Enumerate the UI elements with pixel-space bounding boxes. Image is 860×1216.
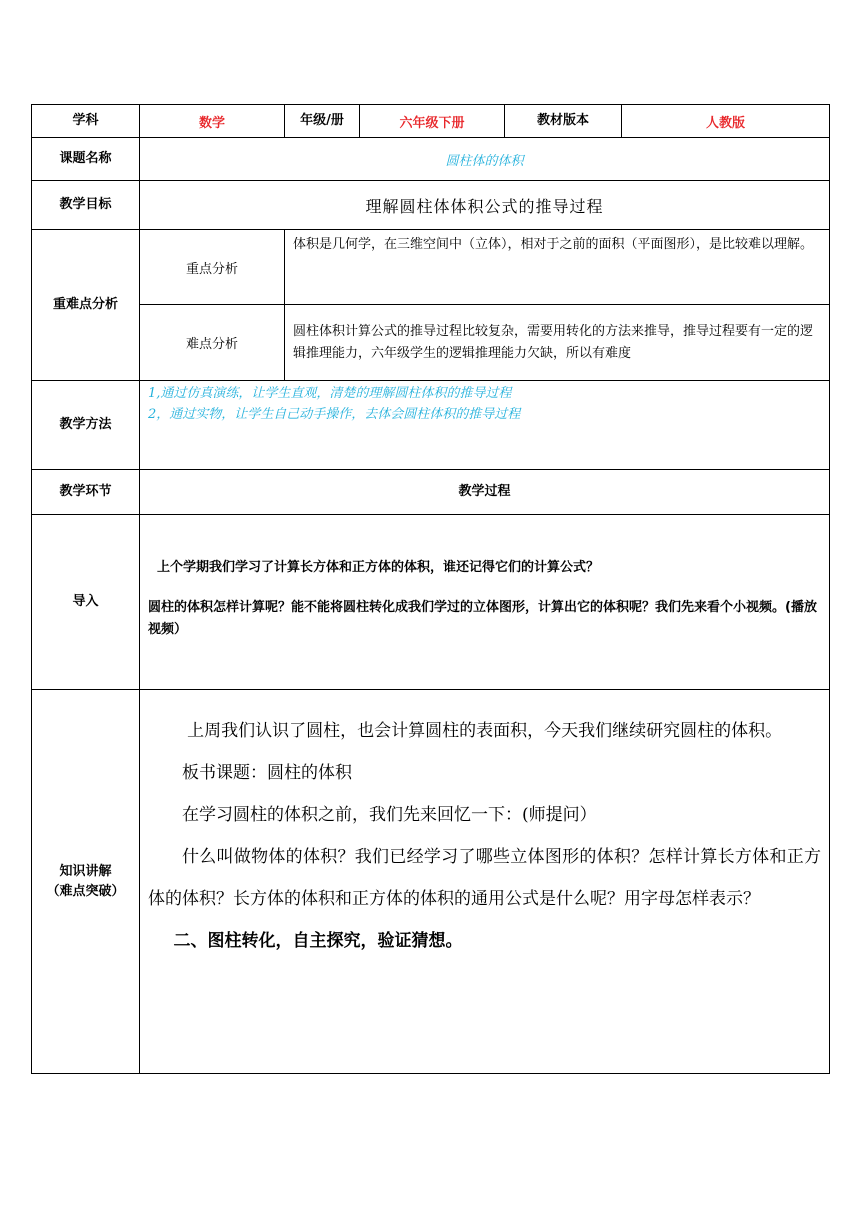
grade-label: 年级/册 xyxy=(285,105,360,138)
subject-value: 数学 xyxy=(140,105,285,138)
process-header-row xyxy=(32,470,830,515)
methods-item: 2，通过实物，让学生自己动手操作，去体会圆柱体积的推导过程 xyxy=(148,407,521,422)
lesson-plan-table xyxy=(31,104,830,1074)
key-point-label: 重点分析 xyxy=(140,230,285,305)
difficult-point-label: 难点分析 xyxy=(140,305,285,381)
intro-label: 导入 xyxy=(32,515,140,690)
knowledge-paragraph-4: 什么叫做物体的体积？我们已经学习了哪些立体图形的体积？怎样计算长方体和正方体的体积？长方体的体积和正方体的体积的通用公式是什么呢？用字母怎样表示？ xyxy=(148,847,821,909)
edition-label: 教材版本 xyxy=(505,105,622,138)
grade-value: 六年级下册 xyxy=(360,105,505,138)
analysis-label: 重难点分析 xyxy=(32,230,140,381)
knowledge-paragraph-1: 上周我们认识了圆柱，也会计算圆柱的表面积，今天我们继续研究圆柱的体积。 xyxy=(187,721,783,741)
topic-row xyxy=(32,138,830,181)
goal-row xyxy=(32,181,830,230)
knowledge-label-line-1: 知识讲解 xyxy=(59,863,112,879)
process-label: 教学过程 xyxy=(140,470,830,515)
topic-value: 圆柱体的体积 xyxy=(140,138,830,181)
difficult-point-text: 圆柱体积计算公式的推导过程比较复杂，需要用转化的方法来推导，推导过程要有一定的逻辑推理能力，六年级学生的逻辑推理能力欠缺，所以有难度 xyxy=(285,305,830,381)
knowledge-section-heading: 二、图柱转化，自主探究，验证猜想。 xyxy=(173,931,463,951)
knowledge-label xyxy=(32,690,140,1074)
knowledge-content xyxy=(140,690,830,1074)
edition-value: 人教版 xyxy=(622,105,830,138)
knowledge-paragraph-3: 在学习圆柱的体积之前，我们先来回忆一下：(师提问） xyxy=(182,805,597,825)
goal-label: 教学目标 xyxy=(32,181,140,230)
methods-row xyxy=(32,381,830,470)
difficult-point-row xyxy=(32,305,830,381)
intro-row xyxy=(32,515,830,690)
header-row xyxy=(32,105,830,138)
intro-content xyxy=(140,515,830,690)
goal-value: 理解圆柱体体积公式的推导过程 xyxy=(140,181,830,230)
knowledge-label-line-2: （难点突破） xyxy=(46,883,125,899)
knowledge-row xyxy=(32,690,830,1074)
key-point-row xyxy=(32,230,830,305)
topic-label: 课题名称 xyxy=(32,138,140,181)
intro-line-1: 上个学期我们学习了计算长方体和正方体的体积，谁还记得它们的计算公式？ xyxy=(157,560,600,575)
key-point-text: 体积是几何学，在三维空间中（立体），相对于之前的面积（平面图形），是比较难以理解。 xyxy=(285,230,830,305)
methods-list xyxy=(140,381,830,470)
methods-item: 1,通过仿真演练，让学生直观，清楚的理解圆柱体积的推导过程 xyxy=(148,386,512,401)
subject-label: 学科 xyxy=(32,105,140,138)
stage-label: 教学环节 xyxy=(32,470,140,515)
intro-line-2: 圆柱的体积怎样计算呢？能不能将圆柱转化成我们学过的立体图形，计算出它的体积呢？我们先来看个小视频。(播放视频） xyxy=(148,600,817,637)
methods-label: 教学方法 xyxy=(32,381,140,470)
knowledge-paragraph-2: 板书课题：圆柱的体积 xyxy=(182,763,352,783)
